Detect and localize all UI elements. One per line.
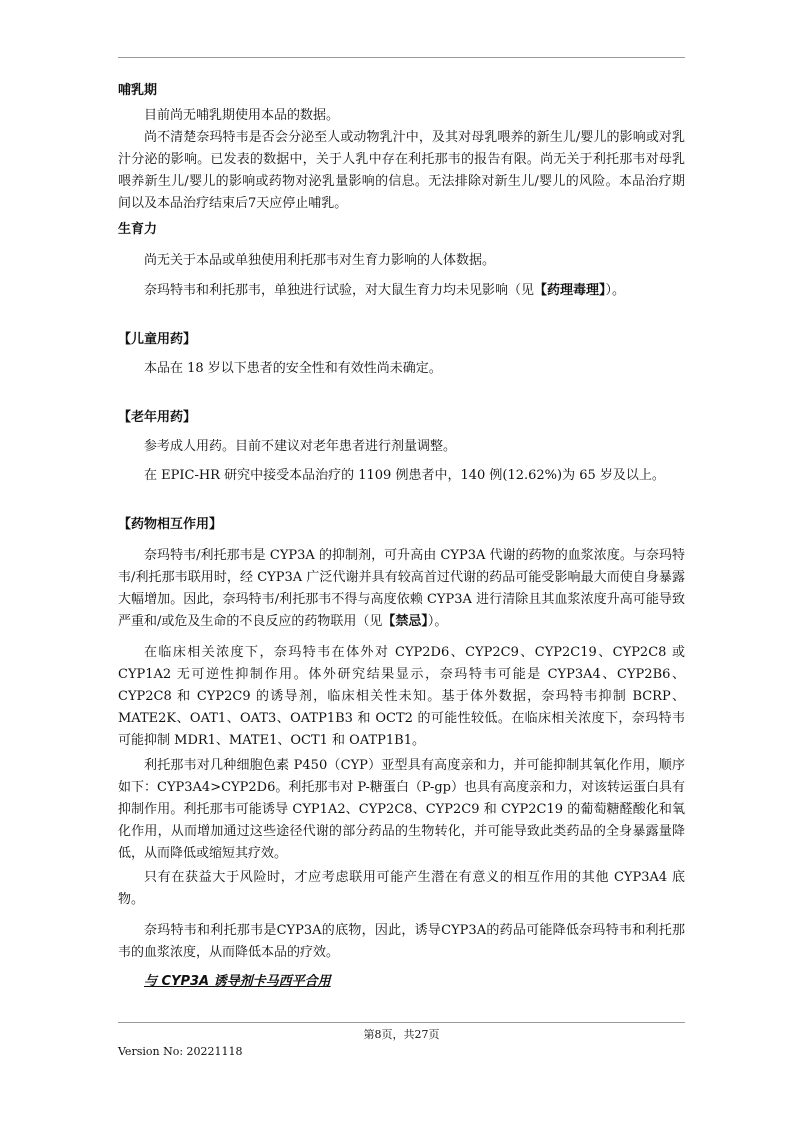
paragraph: 参考成人用药。目前不建议对老年患者进行剂量调整。 [144,439,457,454]
paragraph: 目前尚无哺乳期使用本品的数据。 [144,108,340,123]
paragraph: 奈玛特韦和利托那韦，单独进行试验，对大鼠生育力均未见影响（见【药理毒理】）。 [144,283,626,298]
paragraph: 利托那韦对几种细胞色素 P450（CYP）亚型具有高度亲和力，并可能抑制其氧化作用，顺序如下：CYP3A4>CYP2D6。利托那韦对 P-糖蛋白（P-gp）也具有高度亲和力，对该转运蛋白具有抑制作用。利托那韦可能诱导 CYP1A2、CYP2C8、CYP2C9 和 CYP2C19 的葡萄糖醛酸化和氧化作用，从而增加通过这些途径代谢的部分药品的生物转化，并可能导致此类药品的全身暴露量降低，从而降低或缩短其疗效。 [118,758,685,861]
paragraph: 尚无关于本品或单独使用利托那韦对生育力影响的人体数据。 [144,253,496,268]
paragraph: 奈玛特韦/利托那韦是 CYP3A 的抑制剂，可升高由 CYP3A 代谢的药物的血浆浓度。与奈玛特韦/利托那韦联用时，经 CYP3A 广泛代谢并具有较高首过代谢的药品可能受影响最大而使自身暴露大幅增加。因此，奈玛特韦/利托那韦不得与高度依赖 CYP3A 进行清除且其血浆浓度升高可能导致严重和/或危及生命的不良反应的药物联用（见【禁忌】）。 [118,548,685,629]
page-number: 第8页，共27页 [363,1028,440,1041]
paragraph: 在临床相关浓度下，奈玛特韦在体外对 CYP2D6、CYP2C9、CYP2C19、CYP2C8 或 CYP1A2 无可逆性抑制作用。体外研究结果显示，奈玛特韦可能是 CYP3A4、CYP2B6、CYP2C8 和 CYP2C9 的诱导剂，临床相关性未知。基于体外数据，奈玛特韦抑制 BCRP、MATE2K、OAT1、OAT3、OATP1B3 和 OCT2 的可能性较低。在临床相关浓度下，奈玛特韦可能抑制 MDR1、MATE1、OCT1 和 OATP1B1。 [118,645,685,748]
subsection-heading: 与 CYP3A 诱导剂卡马西平合用 [144,974,331,989]
section-title-breastfeeding: 哺乳期 [118,83,158,98]
paragraph: 只有在获益大于风险时，才应考虑联用可能产生潜在有意义的相互作用的其他 CYP3A4 底物。 [118,870,685,907]
section-title-fertility: 生育力 [118,222,158,237]
bold-reference: 【药理毒理】 [534,283,606,298]
paragraph: 尚不清楚奈玛特韦是否会分泌至人或动物乳汁中，及其对母乳喂养的新生儿/婴儿的影响或对乳汁分泌的影响。已发表的数据中，关于人乳中存在利托那韦的报告有限。尚无关于利托那韦对母乳喂养新生儿/婴儿的影响或药物对泌乳量影响的信息。无法排除对新生儿/婴儿的风险。本品治疗期间以及本品治疗结束后7天应停止哺乳。 [118,130,685,211]
version-number: Version No: 20221118 [118,1045,243,1058]
section-title-pediatric: 【儿童用药】 [118,332,197,347]
paragraph: 在 EPIC-HR 研究中接受本品治疗的 1109 例患者中，140 例(12.62%)为 65 岁及以上。 [144,468,665,483]
document-body [118,80,685,993]
header-rule [118,57,685,58]
section-title-geriatric: 【老年用药】 [118,410,197,425]
footer-rule [118,1022,685,1023]
paragraph: 奈玛特韦和利托那韦是CYP3A的底物，因此，诱导CYP3A的药品可能降低奈玛特韦和利托那韦的血浆浓度，从而降低本品的疗效。 [118,923,685,960]
bold-reference: 【禁忌】 [382,614,428,629]
paragraph: 本品在 18 岁以下患者的安全性和有效性尚未确定。 [144,361,442,376]
section-title-interactions: 【药物相互作用】 [118,517,223,532]
